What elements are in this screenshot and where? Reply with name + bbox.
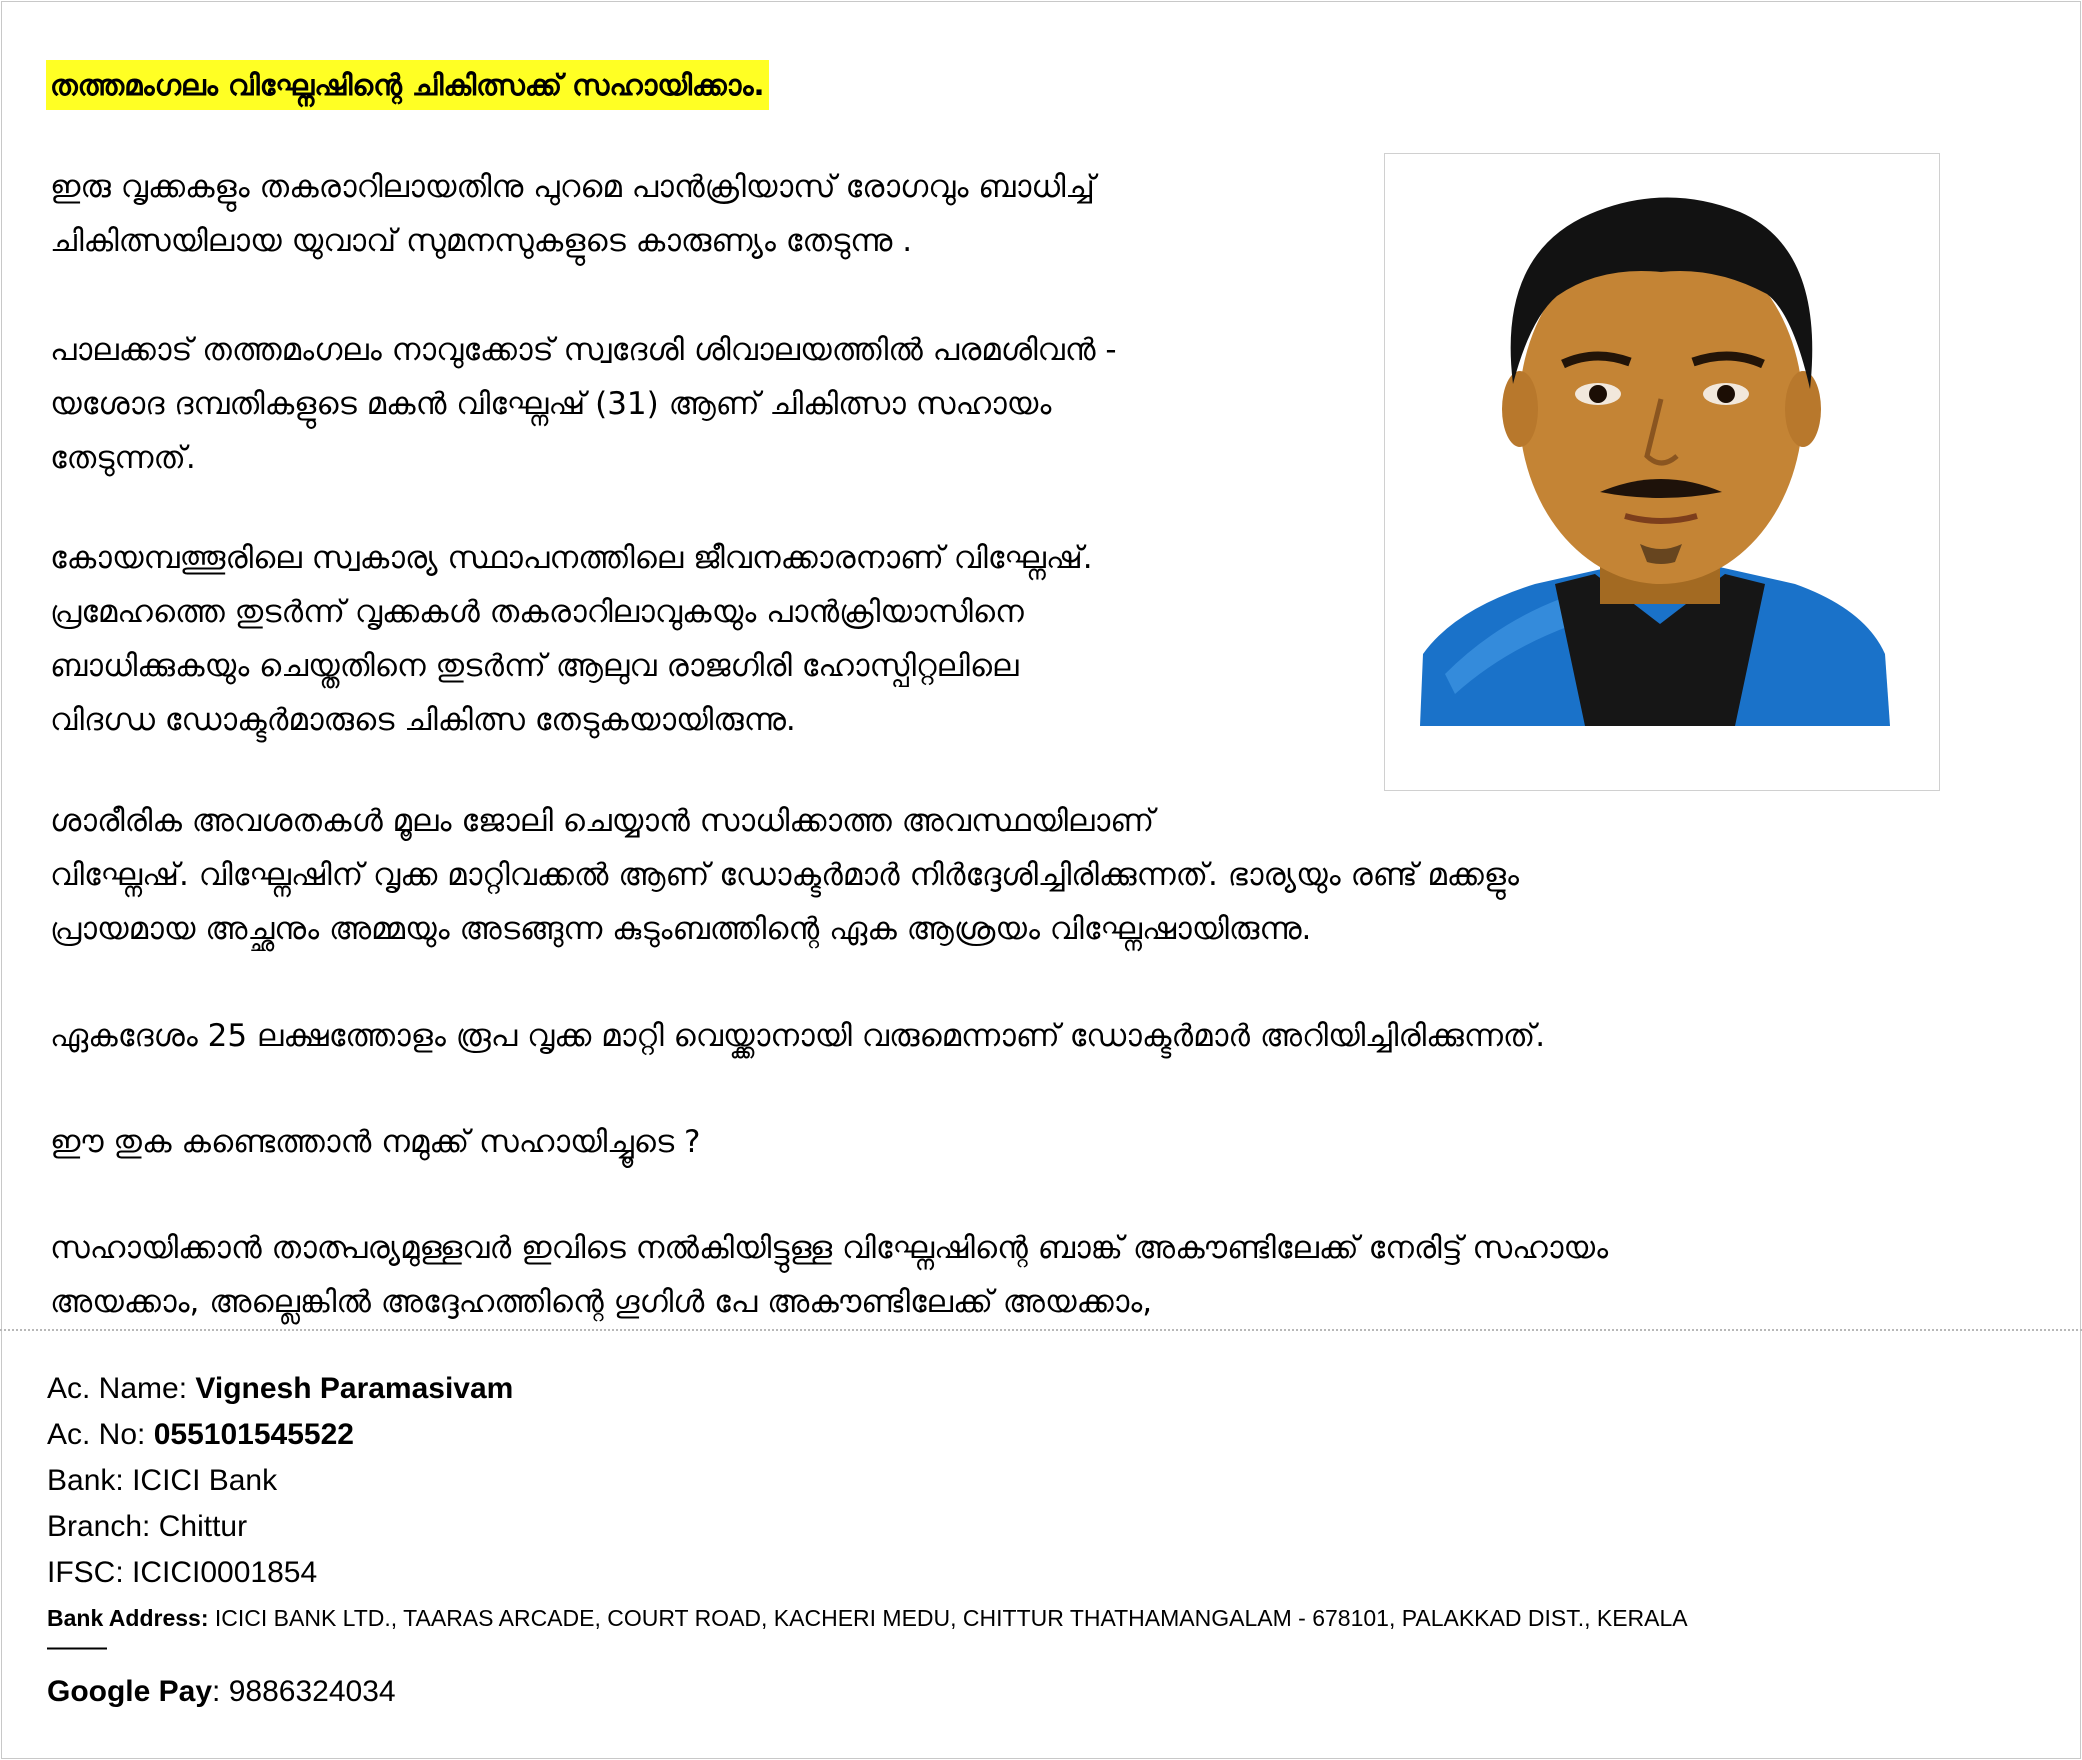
bank-name-value: ICICI Bank — [132, 1464, 278, 1497]
separator-dash: —— — [47, 1630, 107, 1663]
paragraph-7 — [50, 1221, 1608, 1329]
paragraph-line: അയക്കാം, അല്ലെങ്കിൽ അദ്ദേഹത്തിന്റെ ഗൂഗിൾ പേ അകൗണ്ടിലേക്ക് അയക്കാം, — [50, 1284, 1153, 1320]
paragraph-line: കോയമ്പത്തൂരിലെ സ്വകാര്യ സ്ഥാപനത്തിലെ ജീവനക്കാരനാണ് വിഘ്നേഷ്. — [50, 540, 1093, 576]
google-pay-label: Google Pay — [47, 1675, 213, 1708]
paragraph-line: പാലക്കാട് തത്തമംഗലം നാവുക്കോട് സ്വദേശി ശിവാലയത്തിൽ പരമശിവൻ - — [50, 332, 1117, 368]
account-number-value: 055101545522 — [153, 1418, 354, 1451]
google-pay-row: Google Pay: 9886324034 — [47, 1675, 396, 1708]
paragraph-5 — [50, 1009, 1545, 1063]
paragraph-line: പ്രമേഹത്തെ തുടർന്ന് വൃക്കകൾ തകരാറിലാവുകയും പാൻക്രിയാസിനെ — [50, 594, 1024, 630]
paragraph-line: ശാരീരിക അവശതകൾ മൂലം ജോലി ചെയ്യാൻ സാധിക്കാത്ത അവസ്ഥയിലാണ് — [50, 803, 1155, 839]
account-number-row — [47, 1412, 1688, 1458]
branch-row — [47, 1504, 1688, 1550]
bank-address-label: Bank Address: — [47, 1605, 209, 1631]
paragraph-3 — [50, 531, 1093, 747]
account-name-row — [47, 1366, 1688, 1412]
account-name-value: Vignesh Paramasivam — [195, 1372, 514, 1405]
paragraph-line: ഏകദേശം 25 ലക്ഷത്തോളം രൂപ വൃക്ക മാറ്റി വെയ്ക്കാനായി വരുമെന്നാണ് ഡോക്ടർമാർ അറിയിച്ചിരിക്കുന്നത്. — [50, 1018, 1546, 1054]
bank-address-row — [47, 1596, 1688, 1640]
account-name-label: Ac. Name: — [47, 1372, 188, 1405]
paragraph-6 — [50, 1115, 700, 1169]
paragraph-line: ചികിത്സയിലായ യുവാവ് സുമനസുകളുടെ കാരുണ്യം തേടുന്നു . — [50, 223, 913, 259]
ifsc-label: IFSC: — [47, 1556, 124, 1589]
bank-address-value: ICICI BANK LTD., TAARAS ARCADE, COURT ROAD, KACHERI MEDU, CHITTUR THATHAMANGALAM - 678101, PALAKKAD DIST., KERALA — [214, 1605, 1688, 1631]
paragraph-line: വിഘ്നേഷ്. വിഘ്നേഷിന് വൃക്ക മാറ്റിവക്കൽ ആണ് ഡോക്ടർമാർ നിർദ്ദേശിച്ചിരിക്കുന്നത്. ഭാര്യയും രണ്ട് മക്കളും — [50, 857, 1519, 893]
paragraph-line: സഹായിക്കാൻ താത്പര്യമുള്ളവർ ഇവിടെ നൽകിയിട്ടുള്ള വിഘ്നേഷിന്റെ ബാങ്ക് അകൗണ്ടിലേക്ക് നേരിട്ട് സഹായം — [50, 1230, 1609, 1266]
paragraph-4 — [50, 794, 1519, 956]
account-number-label: Ac. No: — [47, 1418, 146, 1451]
bank-name-label: Bank: — [47, 1464, 124, 1497]
ifsc-value: ICICI0001854 — [132, 1556, 318, 1589]
google-pay-number: 9886324034 — [228, 1675, 396, 1708]
paragraph-line: തേടുന്നത്. — [50, 440, 196, 476]
paragraph-1 — [50, 160, 1095, 268]
paragraph-line: പ്രായമായ അച്ഛനും അമ്മയും അടങ്ങുന്ന കുടുംബത്തിന്റെ ഏക ആശ്രയം വിഘ്നേഷായിരുന്നു. — [50, 911, 1312, 947]
portrait-photo — [1384, 153, 1940, 791]
ifsc-row — [47, 1550, 1688, 1596]
branch-value: Chittur — [158, 1510, 248, 1543]
paragraph-line: യശോദ ദമ്പതികളുടെ മകൻ വിഘ്നേഷ് (31) ആണ് ചികിത്സാ സഹായം — [50, 386, 1052, 422]
article-title: തത്തമംഗലം വിഘ്നേഷിന്റെ ചികിത്സക്ക് സഹായിക്കാം. — [46, 60, 769, 110]
bank-name-row — [47, 1458, 1688, 1504]
section-divider — [0, 1329, 2082, 1331]
paragraph-line: ഇരു വൃക്കകളും തകരാറിലായതിനു പുറമെ പാൻക്രിയാസ് രോഗവും ബാധിച്ച് — [50, 169, 1095, 205]
paragraph-line: ഈ തുക കണ്ടെത്താൻ നമുക്ക് സഹായിച്ചൂടെ ? — [50, 1124, 701, 1160]
paragraph-line: ബാധിക്കുകയും ചെയ്തതിനെ തുടർന്ന് ആലുവ രാജഗിരി ഹോസ്പിറ്റലിലെ — [50, 648, 1019, 684]
paragraph-line: വിദഗ്ധ ഡോക്ടർമാരുടെ ചികിത്സ തേടുകയായിരുന്നു. — [50, 702, 796, 738]
bank-details — [47, 1366, 1688, 1718]
branch-label: Branch: — [47, 1510, 151, 1543]
paragraph-2 — [50, 323, 1117, 485]
